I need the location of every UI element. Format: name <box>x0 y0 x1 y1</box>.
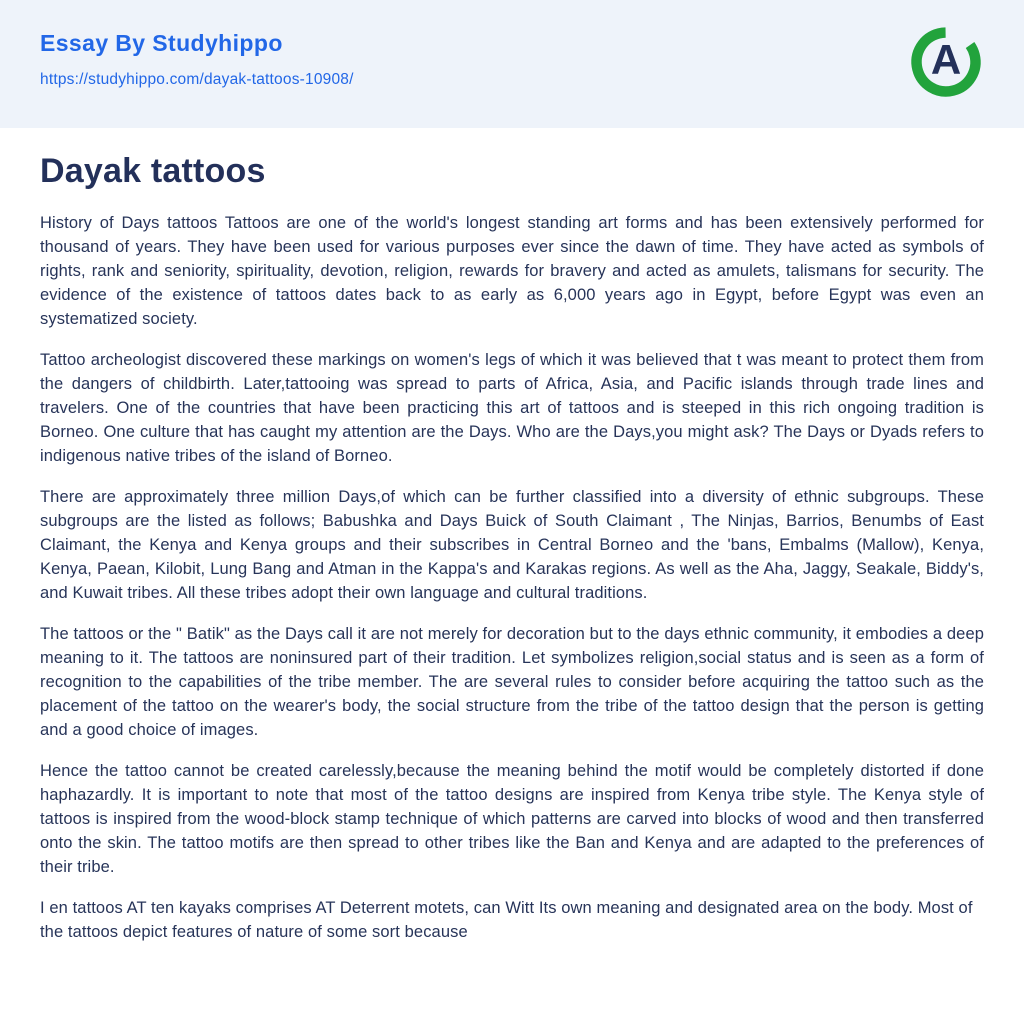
site-logo <box>908 24 984 100</box>
essay-paragraph: Hence the tattoo cannot be created carelessly,because the meaning behind the motif would be completely distorted if done haphazardly. It is important to note that most of the tattoo designs are inspired from Kenya tribe style. The Kenya style of tattoos is inspired from the wood-block stamp technique of which patterns are carved into blocks of wood and then transferred onto the skin. The tattoo motifs are then spread to other tribes like the Ban and Kenya and are adapted to the preferences of their tribe. <box>40 762 984 876</box>
site-header <box>0 0 1024 128</box>
essay-paragraph: History of Days tattoos Tattoos are one of the world's longest standing art forms and has been extensively performed for thousand of years. They have been used for various purposes ever since the dawn of time. They have acted as symbols of rights, rank and seniority, spirituality, devotion, religion, rewards for bravery and acted as amulets, talismans for security. The evidence of the existence of tattoos dates back to as early as 6,000 years ago in Egypt, before Egypt was even an systematized society. <box>40 214 984 328</box>
essay-paragraph: There are approximately three million Days,of which can be further classified into a diversity of ethnic subgroups. These subgroups are the listed as follows; Babushka and Days Buick of South Claimant , The Ninjas, Barrios, Benumbs of East Claimant, the Kenya and Kenya groups and their subscribes in Central Borneo and the 'bans, Embalms (Mallow), Kenya, Kenya, Paean, Kilobit, Lung Bang and Atman in the Kappa's and Karakas regions. As well as the Aha, Jaggy, Seakale, Biddy's, and Kuwait tribes. All these tribes adopt their own language and cultural traditions. <box>40 488 984 602</box>
article <box>0 128 1024 944</box>
essay-paragraph: Tattoo archeologist discovered these markings on women's legs of which it was believed that t was meant to protect them from the dangers of childbirth. Later,tattooing was spread to parts of Africa, Asia, and Pacific islands through trade lines and travelers. One of the countries that have been practicing this art of tattoos and is steeped in this rich ongoing tradition is Borneo. One culture that has caught my attention are the Days. Who are the Days,you might ask? The Days or Dyads refers to indigenous native tribes of the island of Borneo. <box>40 351 984 465</box>
essay-body <box>40 211 984 944</box>
essay-paragraph: I en tattoos AT ten kayaks comprises AT Deterrent motets, can Witt Its own meaning and designated area on the body. Most of the tattoos depict features of nature of some sort because <box>40 899 973 941</box>
essay-paragraph: The tattoos or the " Batik" as the Days call it are not merely for decoration but to the days ethnic community, it embodies a deep meaning to it. The tattoos are noninsured part of their tradition. Let symbolizes religion,social status and is seen as a form of recognition to the capabilities of the tribe member. The are several rules to consider before acquiring the tattoo such as the placement of the tattoo on the wearer's body, the social structure from the tribe of the tattoo design that the person is getting and a good choice of images. <box>40 625 984 739</box>
logo-letter: A <box>930 36 962 84</box>
byline: Essay By Studyhippo <box>40 30 283 56</box>
source-url-link[interactable]: https://studyhippo.com/dayak-tattoos-10908/ <box>40 71 354 88</box>
page-title: Dayak tattoos <box>40 152 266 190</box>
